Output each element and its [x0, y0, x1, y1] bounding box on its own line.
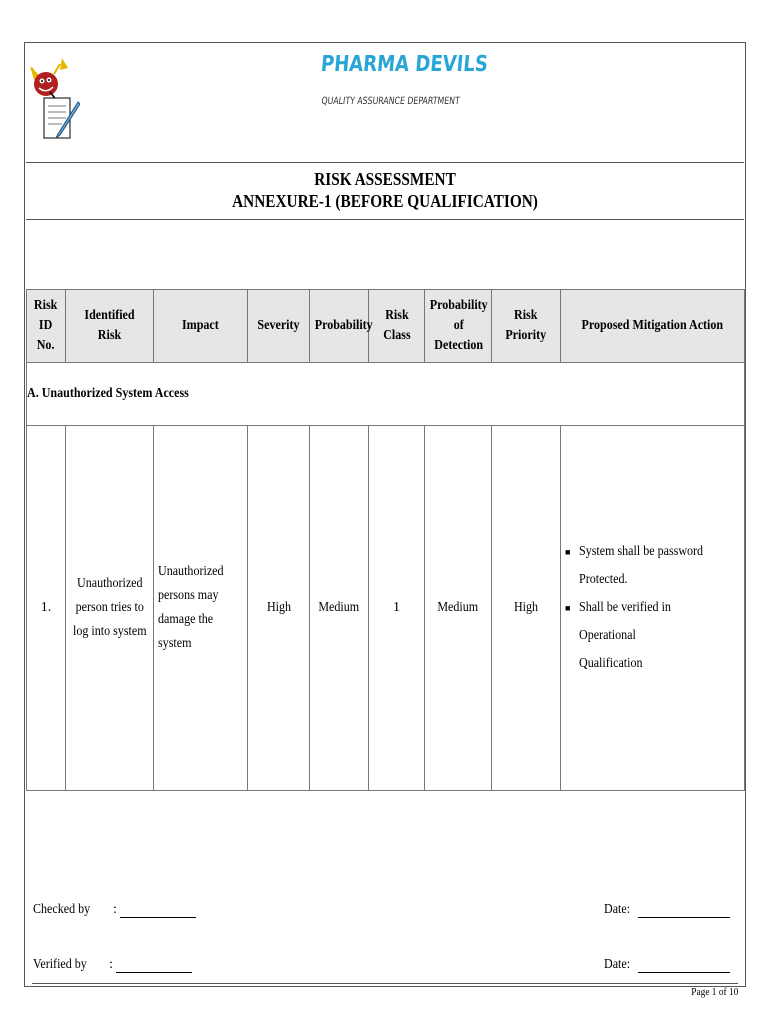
verified-by-label: Verified by [33, 957, 87, 972]
cell-identified-risk: Unauthorized person tries to log into system [66, 426, 154, 791]
col-header-risk-class: Risk Class [369, 290, 425, 363]
checked-by-label: Checked by [33, 902, 91, 917]
bullet-icon: ■ [565, 603, 571, 613]
verified-by-line: Verified by : [33, 957, 192, 973]
bullet-icon: ■ [565, 547, 571, 557]
page-number: Page 1 of 10 [690, 986, 738, 998]
cell-severity: High [248, 426, 310, 791]
checked-date-line [604, 902, 730, 918]
title-line-2: ANNEXURE-1 (BEFORE QUALIFICATION) [232, 191, 538, 211]
checked-by-line: Checked by : [33, 902, 196, 918]
checked-date-field[interactable] [638, 903, 730, 918]
document-title [26, 163, 744, 220]
cell-impact: Unauthorized persons may damage the system [154, 426, 248, 791]
col-header-risk-id: Risk ID No. [27, 290, 66, 363]
table-row [27, 426, 745, 791]
cell-risk-priority: High [492, 426, 561, 791]
cell-probability-detection: Medium [425, 426, 492, 791]
list-item: ■ Shall be verified in Operational Qualification [565, 594, 744, 678]
verified-by-field[interactable] [116, 958, 192, 973]
title-line-1: RISK ASSESSMENT [314, 169, 456, 189]
checked-by-field[interactable] [120, 903, 196, 918]
date-label: Date: [604, 902, 631, 917]
section-row [27, 363, 745, 426]
col-header-probability: Probability [310, 290, 369, 363]
date-label: Date: [604, 957, 631, 972]
cell-risk-id: 1. [27, 426, 66, 791]
cell-risk-class: 1 [369, 426, 425, 791]
footer-divider [32, 983, 738, 984]
col-header-impact: Impact [154, 290, 248, 363]
verified-date-field[interactable] [638, 958, 730, 973]
section-label: A. Unauthorized System Access [27, 363, 745, 426]
brand-title: PHARMA DEVILS [319, 52, 489, 77]
col-header-mitigation: Proposed Mitigation Action [561, 290, 745, 363]
table-header-row [27, 290, 745, 363]
cell-mitigation [561, 426, 745, 791]
col-header-identified-risk: Identified Risk [66, 290, 154, 363]
mitigation-list [561, 538, 744, 678]
list-item: ■ System shall be password Protected. [565, 538, 744, 594]
risk-assessment-table [26, 289, 745, 791]
col-header-risk-priority: Risk Priority [492, 290, 561, 363]
department-subtitle: QUALITY ASSURANCE DEPARTMENT [320, 96, 461, 107]
col-header-probability-detection: Probability of Detection [425, 290, 492, 363]
company-logo [28, 50, 80, 142]
col-header-severity: Severity [248, 290, 310, 363]
cell-probability: Medium [310, 426, 369, 791]
verified-date-line [604, 957, 730, 973]
